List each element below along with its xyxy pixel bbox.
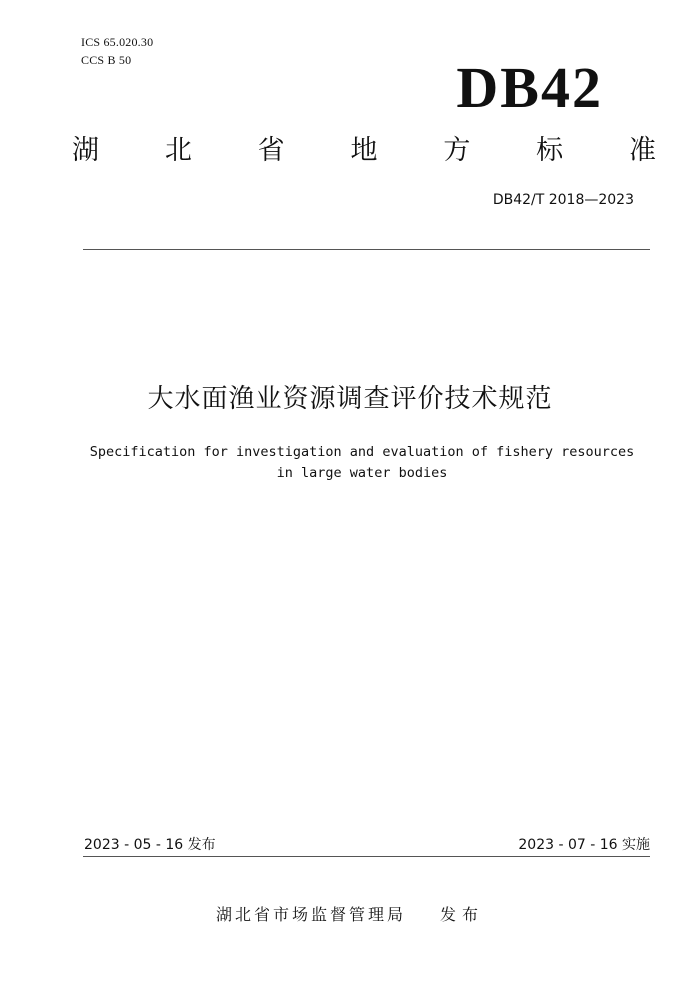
top-divider bbox=[83, 249, 650, 250]
standard-number: DB42/T 2018—2023 bbox=[492, 192, 634, 208]
issuer-line bbox=[0, 904, 700, 926]
standard-type-char: 准 bbox=[628, 135, 656, 166]
ics-code: ICS 65.020.30 bbox=[81, 35, 154, 49]
document-title-zh: 大水面渔业资源调查评价技术规范 bbox=[147, 384, 553, 414]
ccs-code: CCS B 50 bbox=[81, 53, 132, 67]
publish-date: 2023 - 05 - 16 发布 bbox=[84, 837, 216, 853]
standard-type-char: 标 bbox=[536, 135, 564, 166]
document-title-en bbox=[60, 442, 664, 484]
standard-type-title bbox=[72, 134, 656, 168]
bottom-divider bbox=[83, 856, 650, 857]
standard-type-char: 北 bbox=[164, 135, 192, 166]
effective-date: 2023 - 07 - 16 实施 bbox=[518, 837, 650, 853]
standard-type-char: 湖 bbox=[72, 135, 99, 166]
standard-type-char: 地 bbox=[350, 135, 378, 166]
document-title-en-line: in large water bodies bbox=[276, 465, 448, 481]
issuer-action: 发布 bbox=[440, 905, 485, 924]
standard-type-char: 方 bbox=[443, 135, 471, 166]
document-title-en-line: Specification for investigation and evaluation of fishery resources bbox=[89, 444, 635, 460]
issuer-organization: 湖北省市场监督管理局 bbox=[215, 905, 406, 924]
standard-type-char: 省 bbox=[257, 135, 285, 166]
db-logo: DB42 bbox=[456, 55, 603, 120]
